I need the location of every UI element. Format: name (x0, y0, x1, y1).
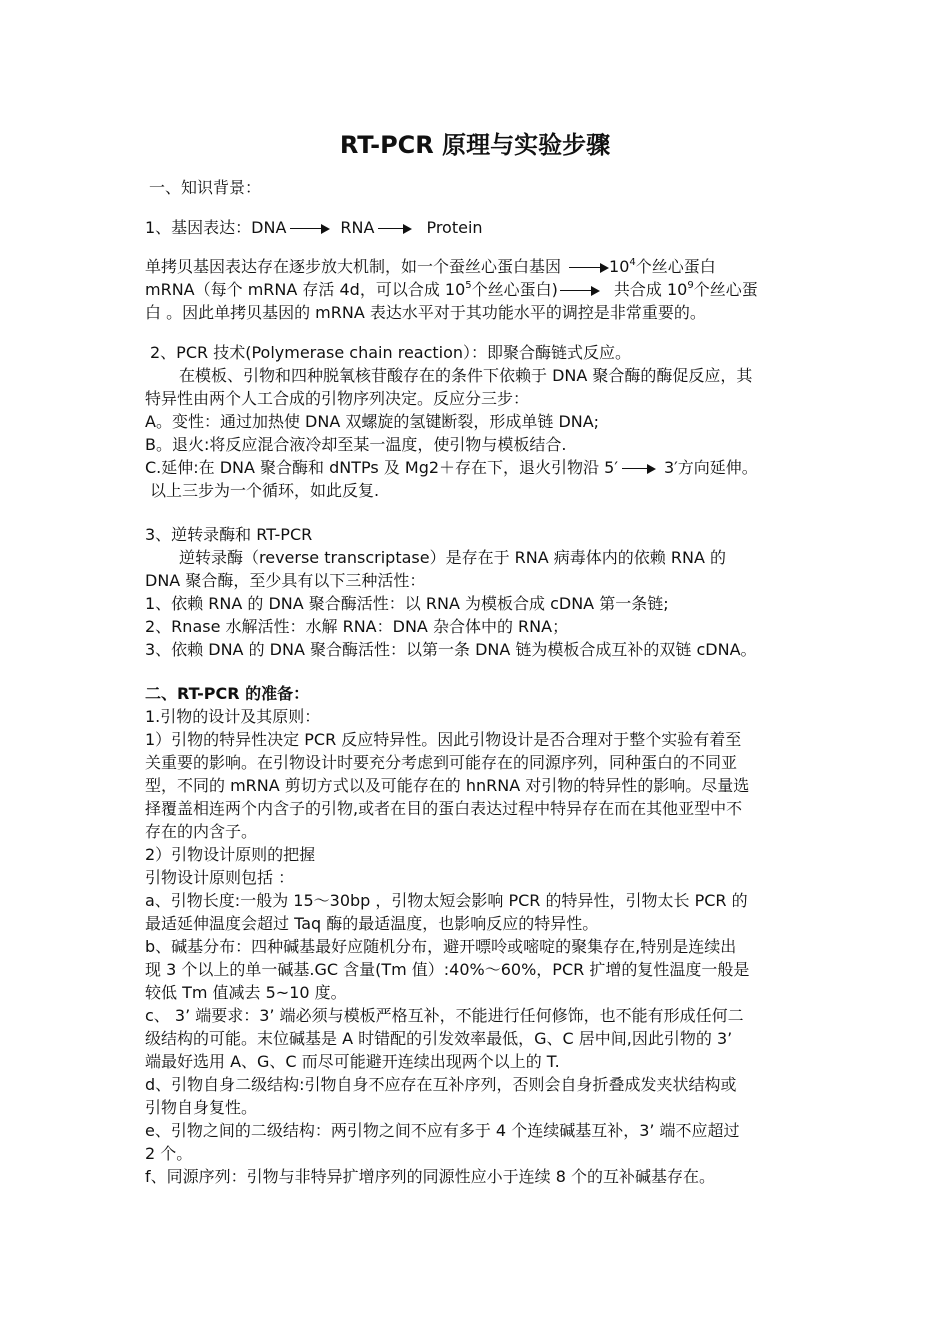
amplification-line-3: 白 。因此单拷贝基因的 mRNA 表达水平对于其功能水平的调控是非常重要的。 (145, 303, 706, 322)
primer-specificity: 1）引物的特异性决定 PCR 反应特异性。因此引物设计是否合理对于整个实验有着至 (145, 730, 742, 749)
rule-b: 较低 Tm 值减去 5~10 度。 (145, 983, 347, 1002)
rule-e: 2 个。 (145, 1144, 193, 1163)
amplification-text: 共合成 10 (613, 280, 688, 299)
arrow-icon (378, 224, 412, 234)
primer-principle-heading: 2）引物设计原则的把握 (145, 845, 316, 864)
gene-expression-dna: 1、基因表达：DNA (145, 218, 287, 237)
rule-f: f、同源序列：引物与非特异扩增序列的同源性应小于连续 8 个的互补碱基存在。 (145, 1167, 715, 1186)
rt-activity-2: 2、Rnase 水解活性：水解 RNA：DNA 杂合体中的 RNA； (145, 617, 569, 636)
rule-d: 引物自身复性。 (145, 1098, 258, 1117)
rule-b: 现 3 个以上的单一碱基.GC 含量(Tm 值）:40%～60%，PCR 扩增的复性温度一般是 (145, 960, 750, 979)
pcr-step-c-text: C.延伸:在 DNA 聚合酶和 dNTPs 及 Mg2＋存在下，退火引物沿 5′ (145, 458, 618, 477)
rule-c: 端最好选用 A、G、C 而尽可能避开连续出现两个以上的 T. (145, 1052, 560, 1071)
superscript: 9 (687, 279, 694, 291)
pcr-heading: 2、PCR 技术(Polymerase chain reaction）：即聚合酶链式反应。 (150, 343, 632, 362)
arrow-icon (290, 224, 330, 234)
arrow-icon (569, 263, 609, 273)
primer-design-heading: 1.引物的设计及其原则： (145, 707, 321, 726)
pcr-paragraph: 在模板、引物和四种脱氧核苷酸存在的条件下依赖于 DNA 聚合酶的酶促反应，其 (179, 366, 753, 385)
rt-paragraph: 逆转录酶（reverse transcriptase）是存在于 RNA 病毒体内的依赖 RNA 的 (179, 548, 727, 567)
amplification-text: 个丝心蛋白 (635, 257, 716, 276)
section-2-heading: 二、RT-PCR 的准备： (145, 684, 310, 703)
pcr-step-c-text: 3′方向延伸。 (663, 458, 758, 477)
pcr-paragraph: 特异性由两个人工合成的引物序列决定。反应分三步： (145, 389, 530, 408)
primer-specificity: 存在的内含子。 (145, 822, 258, 841)
rule-d: d、引物自身二级结构:引物自身不应存在互补序列，否则会自身折叠成发夹状结构或 (145, 1075, 737, 1094)
amplification-count: 10 (609, 257, 630, 276)
amplification-line-1 (145, 256, 716, 278)
primer-specificity: 型，不同的 mRNA 剪切方式以及可能存在的 hnRNA 对引物的特异性的影响。尽量选 (145, 776, 750, 795)
section-1-heading: 一、知识背景： (149, 178, 262, 197)
arrow-icon (622, 464, 656, 474)
amplification-text: 单拷贝基因表达存在逐步放大机制，如一个蚕丝心蛋白基因 (145, 257, 562, 276)
amplification-text: mRNA（每个 mRNA 存活 4d，可以合成 10 (145, 280, 466, 299)
amplification-text: 个丝心蛋白) (471, 280, 558, 299)
rule-c: c、 3’ 端要求：3’ 端必须与模板严格互补，不能进行任何修饰，也不能有形成任何二 (145, 1006, 744, 1025)
rt-activity-3: 3、依赖 DNA 的 DNA 聚合酶活性：以第一条 DNA 链为模板合成互补的双链 cDNA。 (145, 640, 757, 659)
gene-expression-line (145, 217, 483, 239)
gene-expression-protein: Protein (426, 218, 483, 237)
rt-heading: 3、逆转录酶和 RT-PCR (145, 525, 313, 544)
rule-e: e、引物之间的二级结构：两引物之间不应有多于 4 个连续碱基互补，3’ 端不应超过 (145, 1121, 740, 1140)
superscript: 5 (465, 279, 472, 291)
pcr-step-c (145, 457, 758, 479)
arrow-icon (560, 286, 600, 296)
primer-specificity: 择覆盖相连两个内含子的引物,或者在目的蛋白表达过程中特异存在而在其他亚型中不 (145, 799, 743, 818)
primer-principle-intro: 引物设计原则包括 ： (145, 868, 295, 887)
pcr-loop-note: 以上三步为一个循环，如此反复. (150, 481, 380, 500)
rule-a: 最适延伸温度会超过 Taq 酶的最适温度，也影响反应的特异性。 (145, 914, 599, 933)
amplification-text: 个丝心蛋 (693, 280, 758, 299)
document-title: RT-PCR 原理与实验步骤 (339, 131, 611, 159)
amplification-line-2 (145, 279, 758, 301)
pcr-step-b: B。退火:将反应混合液冷却至某一温度，使引物与模板结合. (145, 435, 567, 454)
rt-paragraph: DNA 聚合酶，至少具有以下三种活性： (145, 571, 426, 590)
superscript: 4 (629, 256, 636, 268)
rule-c: 级结构的可能。末位碱基是 A 时错配的引发效率最低，G、C 居中间,因此引物的 3’ (145, 1029, 733, 1048)
gene-expression-rna: RNA (340, 218, 375, 237)
pcr-step-a: A。变性：通过加热使 DNA 双螺旋的氢键断裂，形成单链 DNA; (145, 412, 600, 431)
rt-activity-1: 1、依赖 RNA 的 DNA 聚合酶活性：以 RNA 为模板合成 cDNA 第一条链; (145, 594, 669, 613)
primer-specificity: 关重要的影响。在引物设计时要充分考虑到可能存在的同源序列，同种蛋白的不同亚 (145, 753, 738, 772)
rule-b: b、碱基分布：四种碱基最好应随机分布，避开嘌呤或嘧啶的聚集存在,特别是连续出 (145, 937, 737, 956)
rule-a: a、引物长度:一般为 15～30bp ，引物太短会影响 PCR 的特异性，引物太长 PCR 的 (145, 891, 748, 910)
